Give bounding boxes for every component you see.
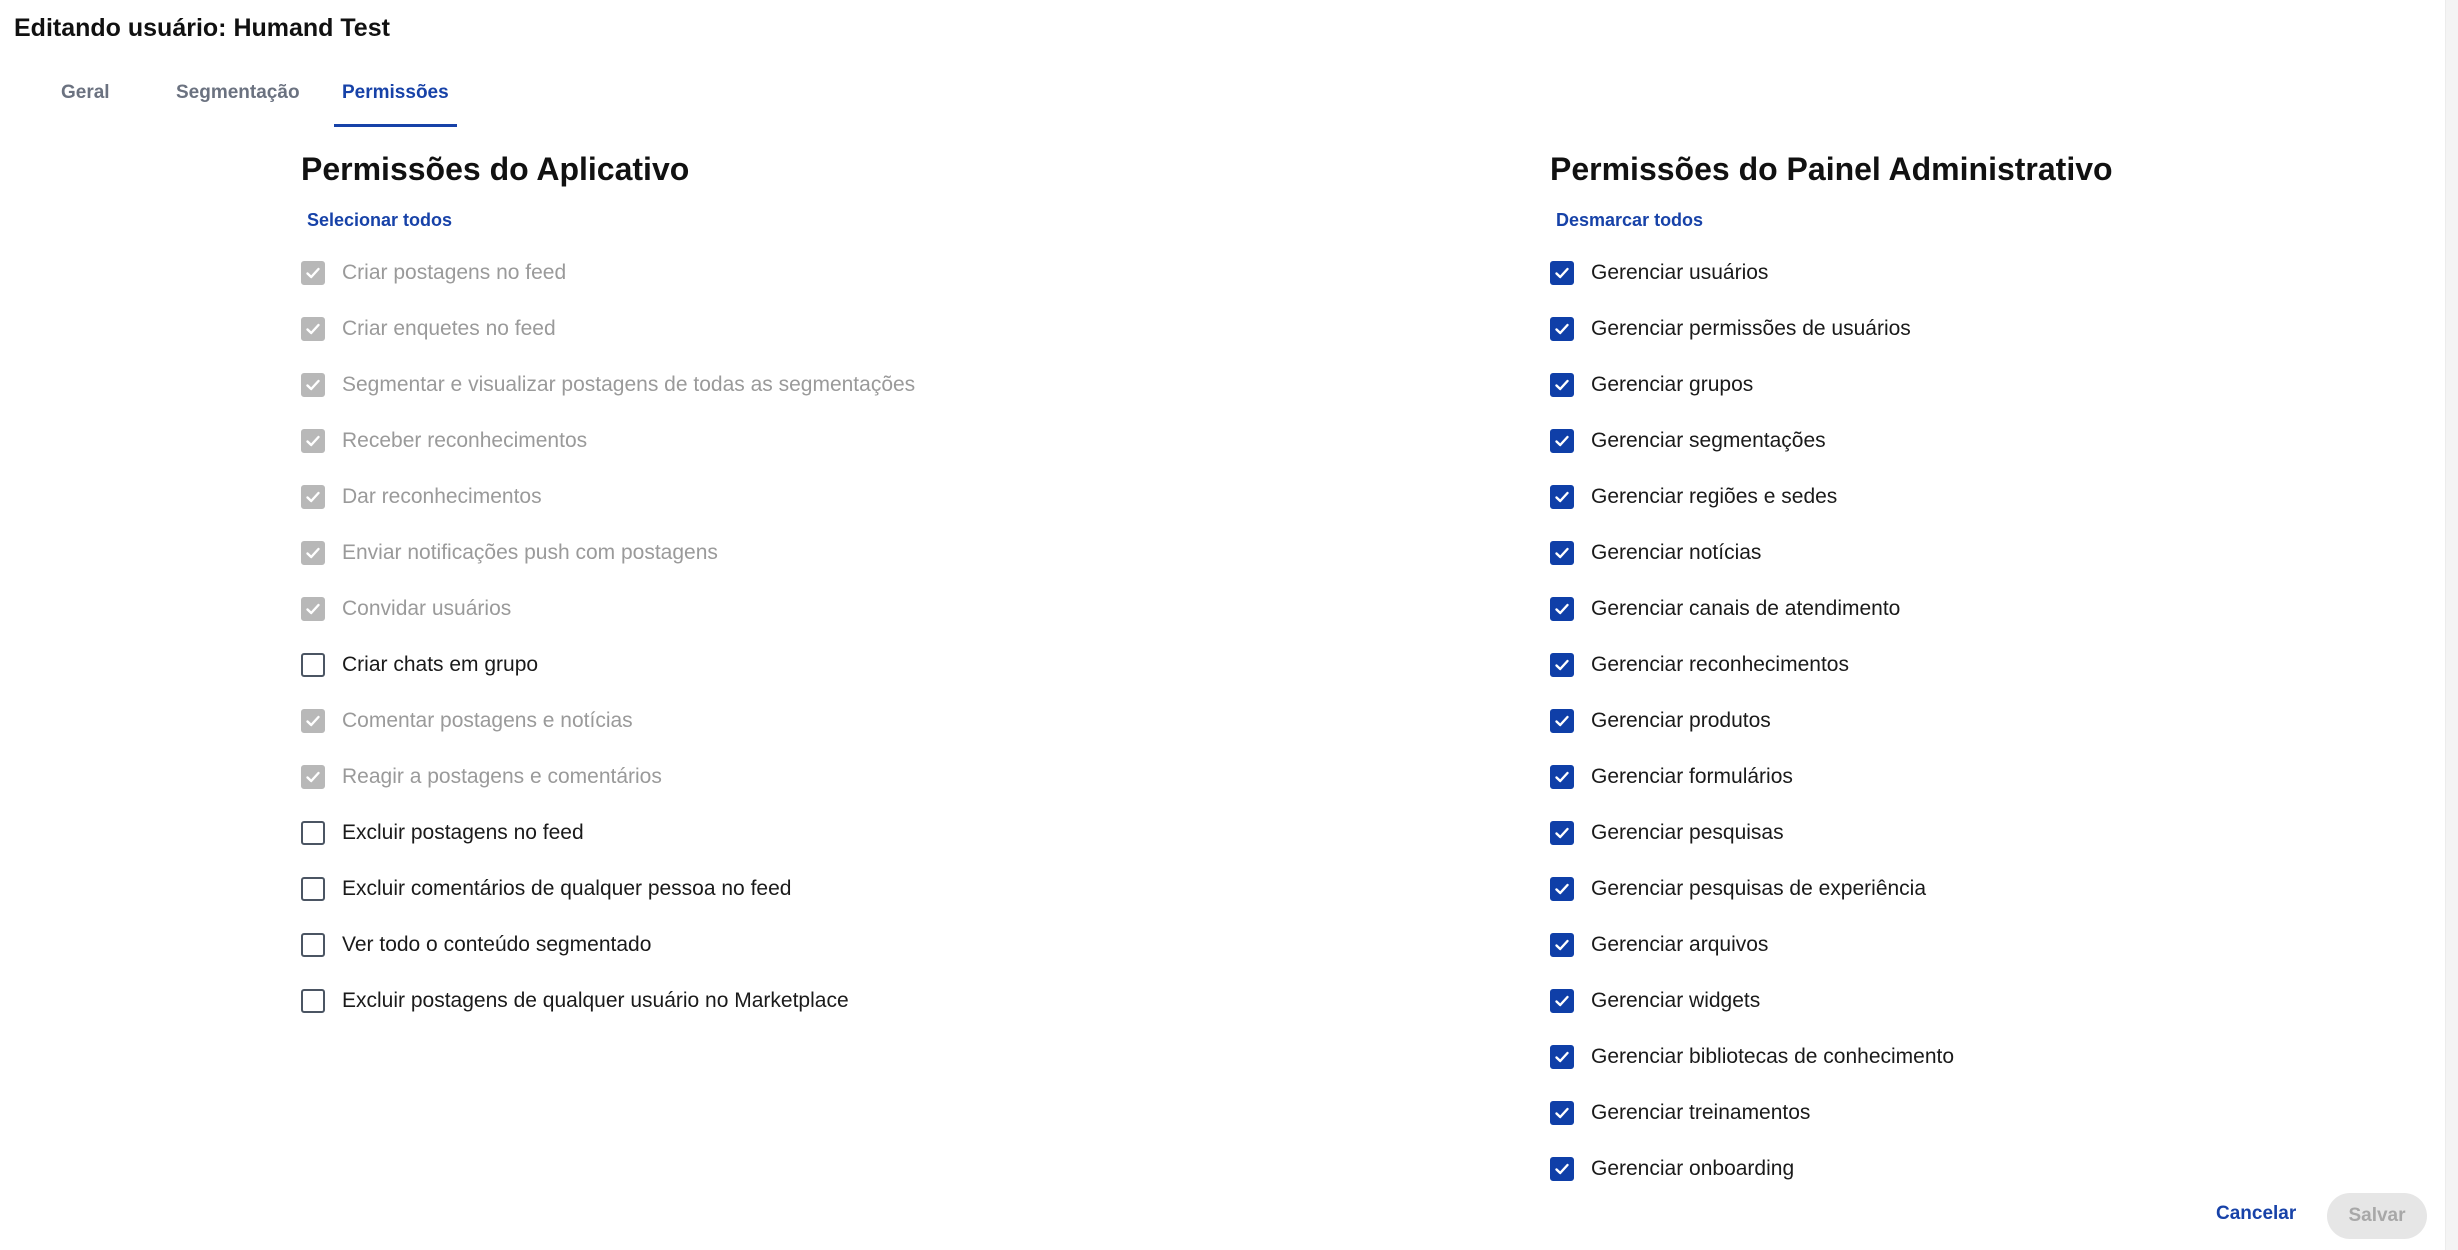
- admin-permission-label: Gerenciar bibliotecas de conhecimento: [1591, 1045, 1955, 1068]
- app-permission-label: Criar postagens no feed: [342, 261, 567, 284]
- checkbox-unchecked-icon[interactable]: [301, 877, 325, 901]
- checkmark-icon: [1553, 656, 1571, 674]
- app-permission-row[interactable]: [301, 917, 1401, 973]
- app-permission-label: Criar enquetes no feed: [342, 317, 556, 340]
- checkbox-checked-icon[interactable]: [1550, 933, 1574, 957]
- app-permission-label: Comentar postagens e notícias: [342, 709, 633, 732]
- checkmark-icon: [1553, 880, 1571, 898]
- app-permissions-list: [301, 245, 1401, 1029]
- admin-permission-label: Gerenciar segmentações: [1591, 429, 1826, 452]
- admin-permission-label: Gerenciar treinamentos: [1591, 1101, 1811, 1124]
- app-permission-row: [301, 245, 1401, 301]
- checkmark-icon: [1553, 936, 1571, 954]
- admin-permission-row[interactable]: [1550, 413, 2350, 469]
- checkbox-checked-icon: [301, 597, 325, 621]
- app-permission-row: [301, 693, 1401, 749]
- checkbox-unchecked-icon[interactable]: [301, 653, 325, 677]
- admin-permission-label: Gerenciar pesquisas de experiência: [1591, 877, 1927, 900]
- admin-permission-label: Gerenciar produtos: [1591, 709, 1771, 732]
- admin-permission-row[interactable]: [1550, 301, 2350, 357]
- app-permission-row: [301, 581, 1401, 637]
- admin-permission-row[interactable]: [1550, 469, 2350, 525]
- admin-permission-row[interactable]: [1550, 637, 2350, 693]
- deselect-all-link[interactable]: Desmarcar todos: [1556, 210, 1704, 230]
- admin-permission-row[interactable]: [1550, 861, 2350, 917]
- admin-permission-label: Gerenciar pesquisas: [1591, 821, 1784, 844]
- checkbox-checked-icon[interactable]: [1550, 989, 1574, 1013]
- admin-permission-row[interactable]: [1550, 1085, 2350, 1141]
- scrollbar[interactable]: [2445, 0, 2458, 1250]
- tab-geral[interactable]: Geral: [61, 82, 110, 103]
- app-permission-label: Enviar notificações push com postagens: [342, 541, 718, 564]
- app-permission-label: Receber reconhecimentos: [342, 429, 588, 452]
- admin-permissions-list: [1550, 245, 2350, 1197]
- checkmark-icon: [1553, 712, 1571, 730]
- checkbox-checked-icon: [301, 261, 325, 285]
- app-permission-row[interactable]: [301, 973, 1401, 1029]
- checkbox-checked-icon: [301, 709, 325, 733]
- checkmark-icon: [1553, 992, 1571, 1010]
- admin-permission-label: Gerenciar widgets: [1591, 989, 1761, 1012]
- admin-permission-label: Gerenciar regiões e sedes: [1591, 485, 1838, 508]
- app-permission-row: [301, 525, 1401, 581]
- admin-permission-label: Gerenciar reconhecimentos: [1591, 653, 1849, 676]
- checkmark-icon: [304, 768, 322, 786]
- admin-permission-row[interactable]: [1550, 581, 2350, 637]
- checkmark-icon: [1553, 376, 1571, 394]
- admin-permission-row[interactable]: [1550, 525, 2350, 581]
- checkbox-checked-icon: [301, 485, 325, 509]
- cancel-button[interactable]: Cancelar: [2216, 1203, 2297, 1224]
- app-permission-row: [301, 469, 1401, 525]
- checkbox-unchecked-icon[interactable]: [301, 989, 325, 1013]
- app-permission-row: [301, 357, 1401, 413]
- admin-permission-row[interactable]: [1550, 245, 2350, 301]
- checkbox-checked-icon: [301, 429, 325, 453]
- admin-permission-row[interactable]: [1550, 973, 2350, 1029]
- checkmark-icon: [1553, 768, 1571, 786]
- select-all-link[interactable]: Selecionar todos: [307, 210, 453, 230]
- checkmark-icon: [1553, 824, 1571, 842]
- app-permission-label: Segmentar e visualizar postagens de todas as segmentações: [342, 373, 916, 396]
- checkbox-checked-icon[interactable]: [1550, 429, 1574, 453]
- admin-permission-row[interactable]: [1550, 357, 2350, 413]
- app-permissions-title: Permissões do Aplicativo: [301, 151, 690, 187]
- checkmark-icon: [1553, 544, 1571, 562]
- checkbox-checked-icon[interactable]: [1550, 1045, 1574, 1069]
- checkmark-icon: [304, 320, 322, 338]
- app-permission-label: Excluir postagens de qualquer usuário no Marketplace: [342, 989, 849, 1012]
- checkmark-icon: [304, 712, 322, 730]
- checkmark-icon: [304, 376, 322, 394]
- checkmark-icon: [1553, 1160, 1571, 1178]
- checkmark-icon: [1553, 488, 1571, 506]
- checkbox-checked-icon[interactable]: [1550, 765, 1574, 789]
- page-title: Editando usuário: Humand Test: [14, 14, 390, 42]
- admin-permission-row[interactable]: [1550, 805, 2350, 861]
- app-permission-label: Dar reconhecimentos: [342, 485, 542, 508]
- checkbox-checked-icon[interactable]: [1550, 1101, 1574, 1125]
- checkbox-checked-icon[interactable]: [1550, 317, 1574, 341]
- checkbox-checked-icon[interactable]: [1550, 1157, 1574, 1181]
- checkbox-checked-icon[interactable]: [1550, 597, 1574, 621]
- checkmark-icon: [304, 488, 322, 506]
- admin-permission-label: Gerenciar arquivos: [1591, 933, 1769, 956]
- app-permission-label: Convidar usuários: [342, 597, 512, 620]
- admin-permission-label: Gerenciar permissões de usuários: [1591, 317, 1911, 340]
- admin-permission-row[interactable]: [1550, 1141, 2350, 1197]
- app-permission-row: [301, 749, 1401, 805]
- app-permission-row: [301, 301, 1401, 357]
- admin-permission-row[interactable]: [1550, 749, 2350, 805]
- admin-permission-row[interactable]: [1550, 1029, 2350, 1085]
- app-permission-label: Excluir comentários de qualquer pessoa no feed: [342, 877, 792, 900]
- admin-permission-label: Gerenciar grupos: [1591, 373, 1754, 396]
- admin-permission-label: Gerenciar usuários: [1591, 261, 1769, 284]
- checkmark-icon: [1553, 432, 1571, 450]
- checkbox-checked-icon: [301, 317, 325, 341]
- checkmark-icon: [304, 544, 322, 562]
- app-permission-label: Criar chats em grupo: [342, 653, 539, 676]
- checkbox-checked-icon[interactable]: [1550, 653, 1574, 677]
- checkbox-checked-icon: [301, 373, 325, 397]
- checkbox-checked-icon[interactable]: [1550, 485, 1574, 509]
- tab-segmentacao[interactable]: Segmentação: [176, 82, 300, 103]
- checkbox-checked-icon[interactable]: [1550, 541, 1574, 565]
- app-permission-row[interactable]: [301, 805, 1401, 861]
- admin-permission-label: Gerenciar onboarding: [1591, 1157, 1795, 1180]
- checkmark-icon: [1553, 320, 1571, 338]
- checkmark-icon: [304, 432, 322, 450]
- checkmark-icon: [304, 600, 322, 618]
- checkbox-checked-icon[interactable]: [1550, 877, 1574, 901]
- save-button[interactable]: Salvar: [2327, 1193, 2427, 1239]
- app-permission-row[interactable]: [301, 637, 1401, 693]
- checkbox-checked-icon[interactable]: [1550, 709, 1574, 733]
- app-permission-label: Reagir a postagens e comentários: [342, 765, 662, 788]
- admin-permission-row[interactable]: [1550, 693, 2350, 749]
- checkbox-checked-icon[interactable]: [1550, 373, 1574, 397]
- admin-permissions-panel: [1550, 148, 2350, 1197]
- app-permission-label: Excluir postagens no feed: [342, 821, 584, 844]
- app-permission-row: [301, 413, 1401, 469]
- checkmark-icon: [1553, 600, 1571, 618]
- checkbox-checked-icon: [301, 765, 325, 789]
- admin-permission-label: Gerenciar notícias: [1591, 541, 1762, 564]
- app-permission-label: Ver todo o conteúdo segmentado: [342, 933, 652, 956]
- tab-permissoes[interactable]: Permissões: [334, 78, 457, 127]
- admin-permission-row[interactable]: [1550, 917, 2350, 973]
- checkbox-checked-icon[interactable]: [1550, 261, 1574, 285]
- checkbox-unchecked-icon[interactable]: [301, 821, 325, 845]
- admin-permission-label: Gerenciar formulários: [1591, 765, 1793, 788]
- checkbox-checked-icon: [301, 541, 325, 565]
- app-permissions-panel: [301, 148, 1401, 1029]
- checkbox-checked-icon[interactable]: [1550, 821, 1574, 845]
- admin-permissions-title: Permissões do Painel Administrativo: [1550, 151, 2113, 187]
- checkmark-icon: [1553, 264, 1571, 282]
- checkbox-unchecked-icon[interactable]: [301, 933, 325, 957]
- app-permission-row[interactable]: [301, 861, 1401, 917]
- admin-permission-label: Gerenciar canais de atendimento: [1591, 597, 1901, 620]
- checkmark-icon: [1553, 1048, 1571, 1066]
- checkmark-icon: [304, 264, 322, 282]
- checkmark-icon: [1553, 1104, 1571, 1122]
